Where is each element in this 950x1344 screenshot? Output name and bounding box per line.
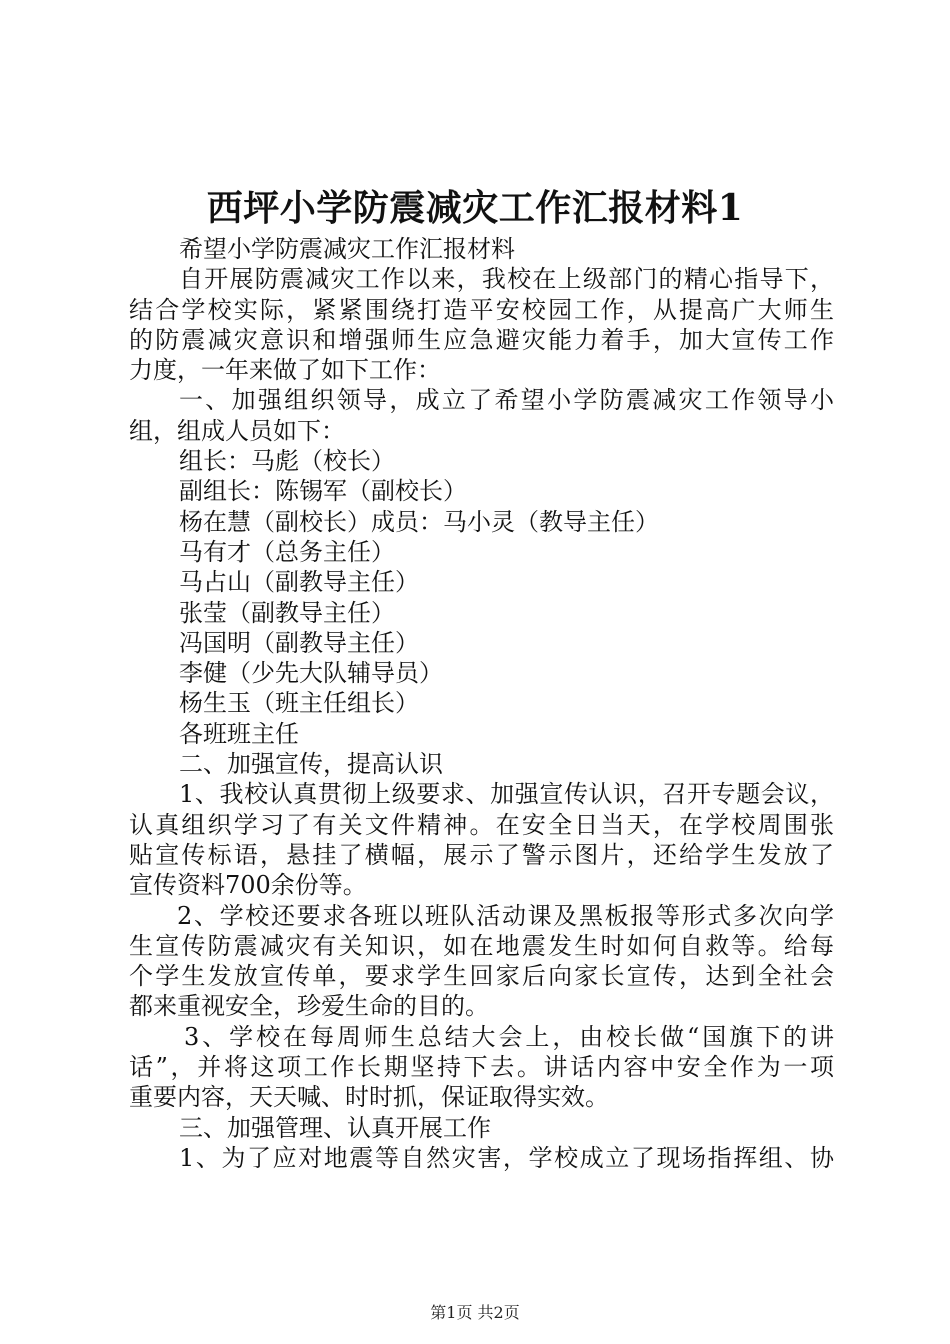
paragraph-line: 3、学校在每周师生总结大会上，由校长做“国旗下的讲 <box>184 1022 834 1051</box>
list-item: 杨生玉（班主任组长） <box>179 689 419 718</box>
page-number: 第1页 共2页 <box>430 1303 520 1322</box>
paragraph-line: 结合学校实际，紧紧围绕打造平安校园工作，从提高广大师生 <box>129 295 834 324</box>
list-item: 杨在慧（副校长）成员：马小灵（教导主任） <box>179 507 659 536</box>
paragraph-line: 的防震减灾意识和增强师生应急避灾能力着手，加大宣传工作 <box>129 325 834 354</box>
list-item: 马占山（副教导主任） <box>179 568 419 597</box>
paragraph-line: 都来重视安全，珍爱生命的目的。 <box>129 992 489 1021</box>
paragraph-line: 希望小学防震减灾工作汇报材料 <box>179 235 515 263</box>
paragraph-line: 自开展防震减灾工作以来，我校在上级部门的精心指导下， <box>179 265 834 294</box>
list-item: 组长：马彪（校长） <box>179 447 395 476</box>
list-item: 副组长：陈锡军（副校长） <box>179 477 467 506</box>
paragraph-line: 力度，一年来做了如下工作： <box>129 356 441 385</box>
paragraph-line: 认真组织学习了有关文件精神。在安全日当天，在学校周围张 <box>129 810 834 839</box>
section-heading: 二、加强宣传，提高认识 <box>179 750 443 779</box>
list-item: 冯国明（副教导主任） <box>179 628 419 657</box>
list-item: 李健（少先大队辅导员） <box>179 659 443 688</box>
document-title: 西坪小学防震减灾工作汇报材料1 <box>206 187 744 229</box>
paragraph-line: 1、为了应对地震等自然灾害，学校成立了现场指挥组、协 <box>179 1143 834 1172</box>
paragraph-line: 1、我校认真贯彻上级要求、加强宣传认识，召开专题会议， <box>179 780 834 809</box>
paragraph-line: 宣传资料700余份等。 <box>129 871 367 900</box>
paragraph-line: 生宣传防震减灾有关知识，如在地震发生时如何自救等。给每 <box>129 931 834 960</box>
paragraph-line: 话”，并将这项工作长期坚持下去。讲话内容中安全作为一项 <box>129 1053 834 1082</box>
section-heading: 三、加强管理、认真开展工作 <box>179 1113 491 1142</box>
paragraph-line: 组，组成人员如下： <box>129 416 345 445</box>
list-item: 张莹（副教导主任） <box>179 598 395 627</box>
list-item: 马有才（总务主任） <box>179 537 395 566</box>
paragraph-line: 个学生发放宣传单，要求学生回家后向家长宣传，达到全社会 <box>129 962 834 991</box>
paragraph-line: 一、加强组织领导，成立了希望小学防震减灾工作领导小 <box>179 386 834 415</box>
paragraph-line: 重要内容，天天喊、时时抓，保证取得实效。 <box>129 1083 609 1112</box>
paragraph-line: 贴宣传标语，悬挂了横幅，展示了警示图片，还给学生发放了 <box>129 840 834 869</box>
paragraph-line: 2、学校还要求各班以班队活动课及黑板报等形式多次向学 <box>177 901 834 930</box>
list-item: 各班班主任 <box>179 719 299 748</box>
document-body <box>129 234 834 1173</box>
